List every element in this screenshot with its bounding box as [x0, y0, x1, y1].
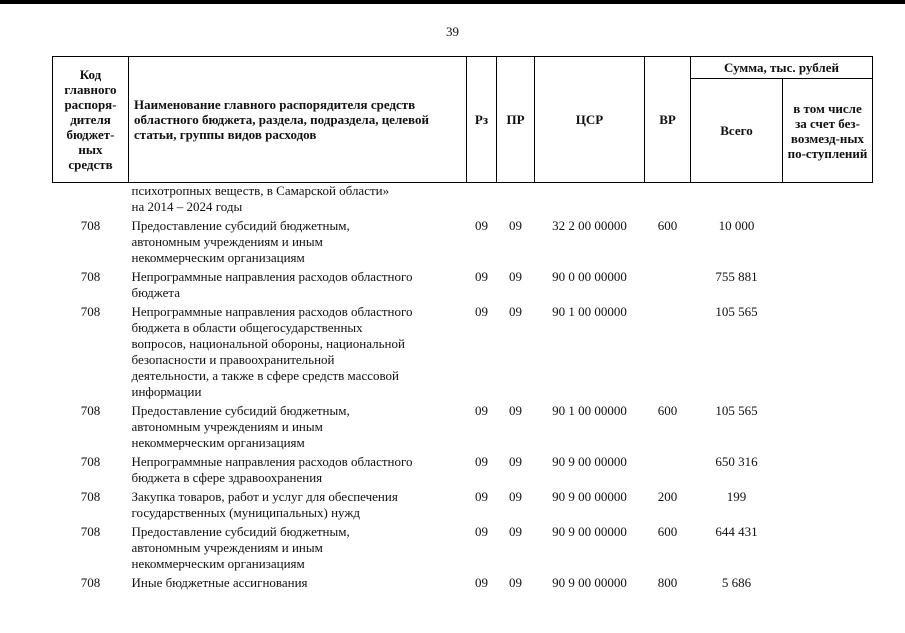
- cell-code: 708: [80, 575, 101, 590]
- cell-free-receipts: [783, 218, 873, 269]
- cell-code: [53, 183, 129, 219]
- table-row: [53, 269, 873, 304]
- table-row: [53, 183, 873, 219]
- cell-vr: 200: [657, 489, 678, 504]
- cell-vr: [645, 183, 691, 219]
- cell-rz: 09: [475, 269, 488, 284]
- cell-rz: [467, 183, 497, 219]
- cell-name: Непрограммные направления расходов областного бюджета: [131, 269, 413, 300]
- table-row: [53, 304, 873, 403]
- header-csr: ЦСР: [535, 57, 645, 183]
- cell-rz: 09: [475, 403, 488, 418]
- header-vr: ВР: [645, 57, 691, 183]
- cell-code: 708: [80, 218, 101, 233]
- cell-code: 708: [80, 524, 101, 539]
- cell-pr: 09: [509, 218, 522, 233]
- cell-vr: [645, 304, 691, 403]
- cell-name: Предоставление субсидий бюджетным, автономным учреждениям и иным некоммерческим организациям: [131, 403, 350, 450]
- cell-pr: 09: [509, 269, 522, 284]
- table-row: [53, 454, 873, 489]
- cell-pr: 09: [509, 524, 522, 539]
- cell-csr: 32 2 00 00000: [552, 218, 627, 233]
- cell-free-receipts: [783, 524, 873, 575]
- cell-total: 105 565: [715, 304, 758, 319]
- cell-rz: 09: [475, 304, 488, 319]
- cell-total: 199: [726, 489, 747, 504]
- cell-rz: 09: [475, 524, 488, 539]
- cell-pr: 09: [509, 489, 522, 504]
- budget-table: [52, 56, 873, 594]
- cell-vr: [645, 454, 691, 489]
- header-sum-group: Сумма, тыс. рублей: [691, 57, 873, 79]
- cell-csr: 90 9 00 00000: [552, 454, 627, 469]
- page-number: 39: [446, 24, 459, 39]
- cell-free-receipts: [783, 183, 873, 219]
- cell-pr: 09: [509, 575, 522, 590]
- cell-vr: 600: [657, 524, 678, 539]
- header-free-receipts: в том числе за счет без-возмезд-ных по-ступлений: [783, 79, 873, 183]
- top-border-line: [0, 0, 905, 4]
- cell-rz: 09: [475, 454, 488, 469]
- table-row: [53, 575, 873, 594]
- table-row: [53, 489, 873, 524]
- cell-free-receipts: [783, 575, 873, 594]
- cell-vr: 600: [657, 403, 678, 418]
- cell-free-receipts: [783, 269, 873, 304]
- cell-csr: 90 9 00 00000: [552, 524, 627, 539]
- cell-code: 708: [80, 489, 101, 504]
- table-row: [53, 218, 873, 269]
- cell-csr: [535, 183, 645, 219]
- cell-name: психотропных веществ, в Самарской области» на 2014 – 2024 годы: [131, 183, 390, 214]
- table-row: [53, 524, 873, 575]
- cell-rz: 09: [475, 218, 488, 233]
- cell-csr: 90 9 00 00000: [552, 489, 627, 504]
- cell-name: Закупка товаров, работ и услуг для обеспечения государственных (муниципальных) нужд: [131, 489, 398, 520]
- cell-name: Предоставление субсидий бюджетным, автономным учреждениям и иным некоммерческим организациям: [131, 524, 350, 571]
- cell-total: [691, 183, 783, 219]
- header-code: Код главного распоря-дителя бюджет-ных средств: [53, 57, 129, 183]
- cell-code: 708: [80, 304, 101, 319]
- cell-rz: 09: [475, 489, 488, 504]
- cell-total: 650 316: [715, 454, 758, 469]
- cell-pr: 09: [509, 304, 522, 319]
- header-total: Всего: [691, 79, 783, 183]
- cell-total: 5 686: [721, 575, 752, 590]
- cell-name: Непрограммные направления расходов областного бюджета в сфере здравоохранения: [131, 454, 413, 485]
- cell-pr: 09: [509, 403, 522, 418]
- cell-code: 708: [80, 269, 101, 284]
- cell-pr: [497, 183, 535, 219]
- cell-code: 708: [80, 454, 101, 469]
- cell-free-receipts: [783, 304, 873, 403]
- cell-free-receipts: [783, 489, 873, 524]
- cell-total: 644 431: [715, 524, 758, 539]
- table-row: [53, 403, 873, 454]
- cell-total: 105 565: [715, 403, 758, 418]
- header-name: Наименование главного распорядителя средств областного бюджета, раздела, подраздела, целевой статьи, группы видов расходов: [129, 57, 467, 183]
- cell-csr: 90 0 00 00000: [552, 269, 627, 284]
- cell-vr: [645, 269, 691, 304]
- cell-rz: 09: [475, 575, 488, 590]
- cell-free-receipts: [783, 403, 873, 454]
- cell-name: Непрограммные направления расходов областного бюджета в области общегосударственных вопросов, национальной обороны, национальной безопасности и правоохранительной деятельности, а также в сфере средств массовой информации: [131, 304, 413, 399]
- table-body: [53, 183, 873, 595]
- cell-vr: 800: [657, 575, 678, 590]
- cell-code: 708: [80, 403, 101, 418]
- cell-total: 10 000: [718, 218, 755, 233]
- cell-total: 755 881: [715, 269, 758, 284]
- cell-csr: 90 9 00 00000: [552, 575, 627, 590]
- cell-pr: 09: [509, 454, 522, 469]
- header-pr: ПР: [497, 57, 535, 183]
- cell-name: Предоставление субсидий бюджетным, автономным учреждениям и иным некоммерческим организациям: [131, 218, 350, 265]
- cell-csr: 90 1 00 00000: [552, 304, 627, 319]
- cell-free-receipts: [783, 454, 873, 489]
- table-header: [53, 57, 873, 183]
- cell-name: Иные бюджетные ассигнования: [131, 575, 308, 590]
- cell-vr: 600: [657, 218, 678, 233]
- header-rz: Рз: [467, 57, 497, 183]
- cell-csr: 90 1 00 00000: [552, 403, 627, 418]
